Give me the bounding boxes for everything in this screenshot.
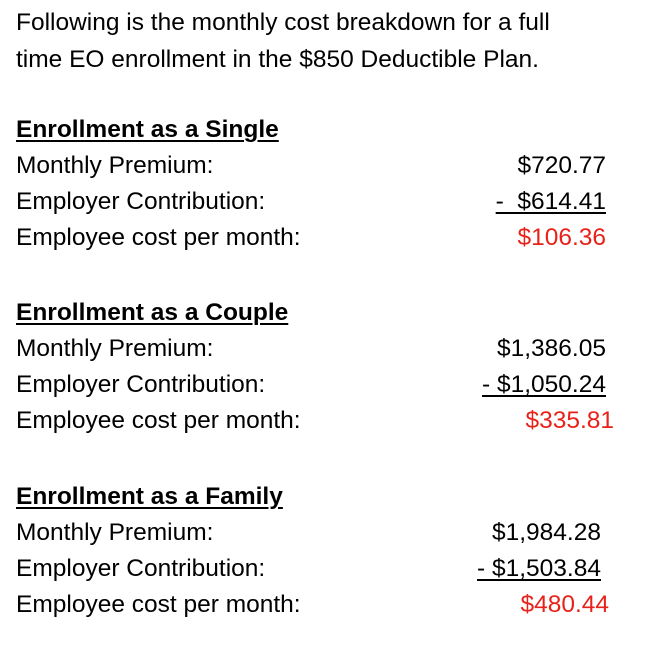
contribution-row	[16, 367, 646, 403]
contribution-label: Employer Contribution:	[16, 188, 266, 215]
employee-cost-value: $106.36	[517, 224, 606, 251]
premium-label: Monthly Premium:	[16, 519, 214, 546]
contribution-value: - $614.41	[495, 188, 606, 215]
premium-row	[16, 331, 646, 367]
intro-line-1: Following is the monthly cost breakdown for a full	[16, 9, 550, 36]
section-single	[16, 112, 646, 256]
section-family	[16, 479, 646, 623]
premium-row	[16, 148, 646, 184]
contribution-value: - $1,050.24	[482, 371, 606, 398]
contribution-row	[16, 184, 646, 220]
premium-label: Monthly Premium:	[16, 152, 214, 179]
premium-value: $1,386.05	[497, 335, 606, 362]
contribution-label: Employer Contribution:	[16, 555, 266, 582]
employee-cost-row	[16, 587, 646, 623]
employee-cost-row	[16, 220, 646, 256]
section-couple	[16, 295, 646, 439]
intro-line-2: time EO enrollment in the $850 Deductible Plan.	[16, 46, 539, 73]
employee-cost-value: $335.81	[525, 407, 614, 434]
employee-cost-row	[16, 403, 646, 439]
contribution-label: Employer Contribution:	[16, 371, 266, 398]
intro-paragraph	[16, 4, 646, 78]
employee-cost-label: Employee cost per month:	[16, 407, 301, 434]
employee-cost-value: $480.44	[520, 591, 609, 618]
premium-row	[16, 515, 646, 551]
employee-cost-label: Employee cost per month:	[16, 224, 301, 251]
contribution-row	[16, 551, 646, 587]
contribution-value: - $1,503.84	[477, 555, 601, 582]
employee-cost-label: Employee cost per month:	[16, 591, 301, 618]
section-heading-family: Enrollment as a Family	[16, 483, 283, 510]
premium-value: $1,984.28	[492, 519, 601, 546]
section-heading-single: Enrollment as a Single	[16, 116, 279, 143]
premium-value: $720.77	[517, 152, 606, 179]
section-heading-couple: Enrollment as a Couple	[16, 299, 289, 326]
premium-label: Monthly Premium:	[16, 335, 214, 362]
